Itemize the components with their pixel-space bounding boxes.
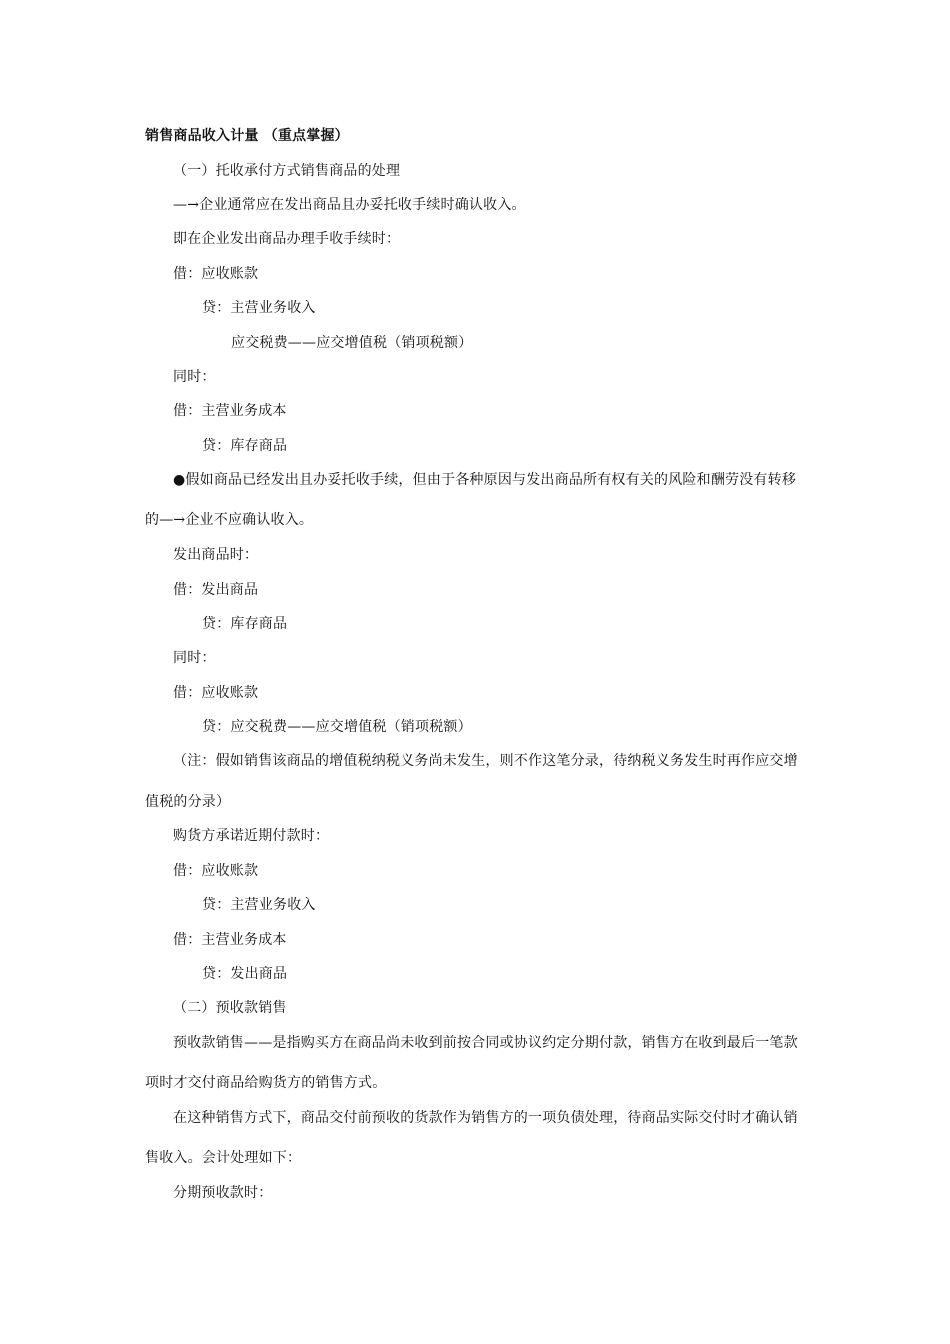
debit-entry: 借：应收账款 [173, 863, 259, 879]
credit-entry-continuation: 应交税费——应交增值税（销项税额） [231, 335, 473, 351]
paragraph-continuation: 值税的分录） [145, 794, 231, 810]
paragraph: 在这种销售方式下，商品交付前预收的货款作为销售方的一项负债处理，待商品实际交付时才确认销 [173, 1110, 798, 1126]
subsection-heading-1: （一）托收承付方式销售商品的处理 [173, 163, 401, 179]
credit-entry: 贷：发出商品 [202, 966, 288, 982]
text-line: 同时： [173, 369, 216, 385]
debit-entry: 借：主营业务成本 [173, 403, 287, 419]
paragraph-continuation: 售收入。会计处理如下： [145, 1150, 302, 1166]
note-paragraph: （注：假如销售该商品的增值税纳税义务尚未发生，则不作这笔分录，待纳税义务发生时再作应交增 [173, 753, 798, 769]
paragraph-continuation: 项时才交付商品给购货方的销售方式。 [145, 1075, 387, 1091]
text-line: 发出商品时： [173, 547, 259, 563]
credit-entry: 贷：库存商品 [202, 438, 288, 454]
paragraph: 预收款销售——是指购买方在商品尚未收到前按合同或协议约定分期付款，销售方在收到最后一笔款 [173, 1035, 798, 1051]
subsection-heading-2: （二）预收款销售 [173, 1000, 287, 1016]
text-line: 分期预收款时： [173, 1185, 273, 1201]
debit-entry: 借：发出商品 [173, 582, 259, 598]
debit-entry: 借：应收账款 [173, 266, 259, 282]
debit-entry: 借：应收账款 [173, 685, 259, 701]
text-line: 购货方承诺近期付款时： [173, 828, 330, 844]
credit-entry: 贷：应交税费——应交增值税（销项税额） [202, 719, 472, 735]
paragraph-continuation: 的—→企业不应确认收入。 [145, 512, 314, 528]
section-title: 销售商品收入计量 （重点掌握） [145, 128, 349, 144]
credit-entry: 贷：库存商品 [202, 616, 288, 632]
credit-entry: 贷：主营业务收入 [202, 300, 316, 316]
debit-entry: 借：主营业务成本 [173, 932, 287, 948]
text-line: —→企业通常应在发出商品且办妥托收手续时确认收入。 [173, 197, 526, 213]
credit-entry: 贷：主营业务收入 [202, 897, 316, 913]
text-line: 同时： [173, 650, 216, 666]
text-line: 即在企业发出商品办理手收手续时： [173, 231, 401, 247]
bullet-paragraph: ●假如商品已经发出且办妥托收手续，但由于各种原因与发出商品所有权有关的风险和酬劳没有转移 [173, 472, 797, 488]
